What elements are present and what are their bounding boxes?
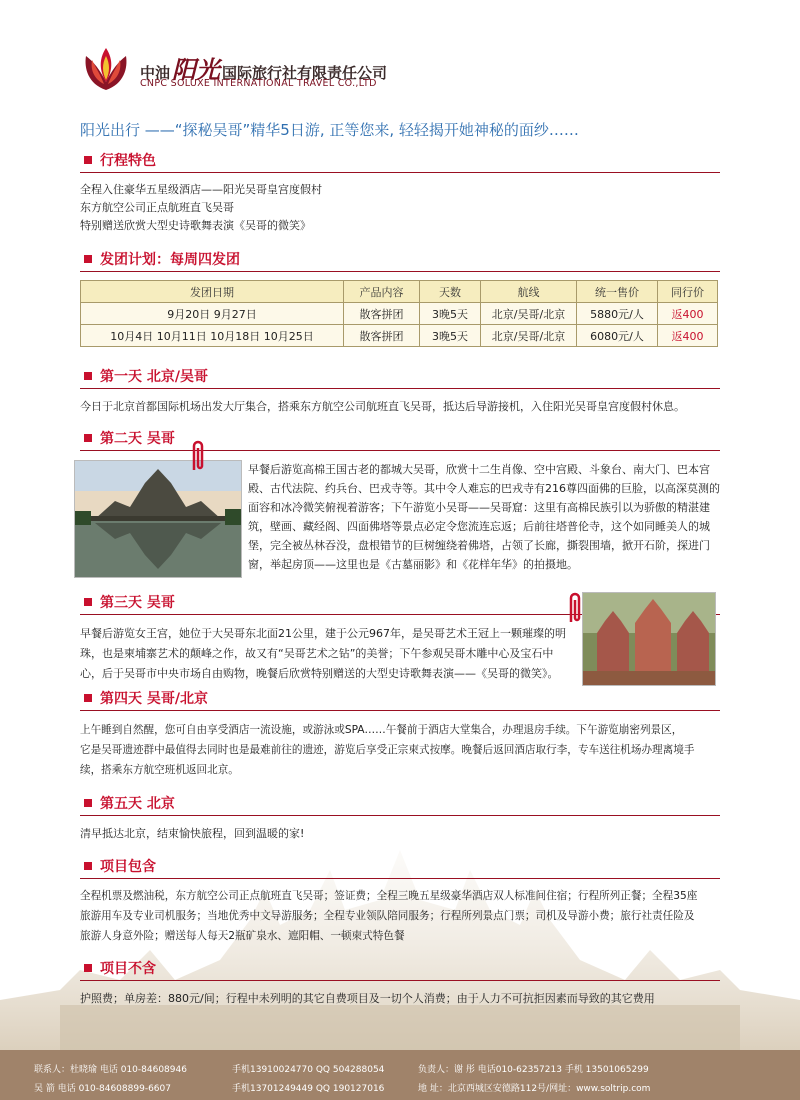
schedule-table <box>80 280 718 347</box>
section-day1: 第一天 北京/吴哥 <box>80 366 720 389</box>
day4-text: 上午睡到自然醒，您可自由享受酒店一流设施，或游泳或SPA……午餐前于酒店大堂集合，办理退房手续。下午游览崩密列景区， 它是吴哥遗迹群中最值得去同时也是最难前往的遗迹，游览后享受正宗柬式按摩。晚餐后返回酒店取行李，专车送往机场办理离境手 续，搭乘东方航空班机返回北京。 <box>80 724 695 776</box>
features-text: 全程入住豪华五星级酒店——阳光吴哥皇宫度假村 东方航空公司正点航班直飞吴哥 特别赠送欣赏大型史诗歌舞表演《吴哥的微笑》 <box>80 183 322 232</box>
section-day4: 第四天 吴哥/北京 <box>80 688 720 711</box>
bullet-square-icon <box>84 598 92 606</box>
section-day2: 第二天 吴哥 <box>80 428 720 451</box>
bullet-square-icon <box>84 156 92 164</box>
banteay-srei-photo <box>582 592 716 686</box>
day3-text: 早餐后游览女王宫，她位于大吴哥东北面21公里，建于公元967年，是吴哥艺术王冠上一颗璀璨的明 珠，也是柬埔寨艺术的颠峰之作，故又有“吴哥艺术之钻”的美誉；下午参观吴哥木雕中心及宝石中 心，后于吴哥市中央市场自由购物，晚餐后欣赏特别赠送的大型史诗歌舞表演——《吴哥的微笑》。 <box>80 627 566 680</box>
company-name: 中油阳光 国际旅行社有限责任公司 <box>140 55 388 84</box>
table-row: 10月4日 10月11日 10月18日 10月25日 散客拼团 3晚5天 北京/吴哥/北京 6080元/人 返400 <box>81 325 718 347</box>
section-schedule: 发团计划：每周四发团 <box>80 249 720 272</box>
section-excluded: 项目不含 <box>80 958 720 981</box>
section-features: 行程特色 <box>80 150 720 173</box>
section-day3: 第三天 吴哥 <box>80 592 720 615</box>
bullet-square-icon <box>84 862 92 870</box>
paperclip-icon <box>188 438 208 474</box>
table-header-row: 发团日期 产品内容 天数 航线 统一售价 同行价 <box>81 281 718 303</box>
bullet-square-icon <box>84 255 92 263</box>
excluded-text: 护照费；单房差：880元/间；行程中未列明的其它自费项目及一切个人消费；由于人力不可抗拒因素而导致的其它费用 <box>80 992 655 1005</box>
bullet-square-icon <box>84 799 92 807</box>
lotus-logo-icon <box>80 44 132 92</box>
included-text: 全程机票及燃油税，东方航空公司正点航班直飞吴哥；签证费；全程三晚五星级豪华酒店双人标准间住宿；行程所列正餐；全程35座 旅游用车及专业司机服务；当地优秀中文导游服务；全程专业领队陪同服务；行程所列景点门票；司机及导游小费；旅行社责任险及 旅游人身意外险；赠送每人每天2瓶矿泉水、遮阳帽、一顿柬式特色餐 <box>80 890 698 942</box>
bullet-square-icon <box>84 434 92 442</box>
contact-footer: 联系人：杜晓瑜 电话 010-84608946 手机13910024770 QQ 504288054 负责人：谢 彤 电话010-62357213 手机 13501065299 吴 箭 电话 010-84608899-6607 手机13701249449 QQ 190127016 地 址：北京西城区安德路112号/网址：www.soltrip.com <box>0 1050 800 1100</box>
paperclip-icon <box>565 590 585 626</box>
table-row: 9月20日 9月27日 散客拼团 3晚5天 北京/吴哥/北京 5880元/人 返400 <box>81 303 718 325</box>
day1-text: 今日于北京首都国际机场出发大厅集合，搭乘东方航空公司航班直飞吴哥，抵达后导游接机，入住阳光吴哥皇宫度假村休息。 <box>80 400 685 413</box>
day2-text: 早餐后游览高棉王国古老的都城大吴哥，欣赏十二生肖像、空中宫殿、斗象台、南大门、巴本宫 殿、古代法院、约兵台、巴戎寺等。其中令人难忘的巴戎寺有216尊四面佛的巨脸，以高深莫测的 面容和冰冷微笑俯视着游客；下午游览小吴哥——吴哥窟：这里有高棉民族引以为骄傲的精湛建 筑，壁画、藏经阁、四面佛塔等景点必定令您流连忘返；后前往塔普伦寺，这个如同睡美人的城 堡，完全被丛林吞没，盘根错节的巨树缠绕着佛塔，占领了长廊，撕裂围墙，掀开石阶，探进门 窗，举起房顶——这里也是《古墓丽影》和《花样年华》的拍摄地。 <box>248 463 720 571</box>
bullet-square-icon <box>84 964 92 972</box>
slogan: 阳光出行 ——“探秘吴哥”精华5日游, 正等您来, 轻轻揭开她神秘的面纱…… <box>80 121 579 139</box>
bullet-square-icon <box>84 694 92 702</box>
angkor-wat-photo <box>74 460 242 578</box>
section-included: 项目包含 <box>80 856 720 879</box>
section-day5: 第五天 北京 <box>80 793 720 816</box>
company-name-en: CNPC SOLUXE INTERNATIONAL TRAVEL CO.,LTD <box>140 78 377 89</box>
day5-text: 清早抵达北京，结束愉快旅程，回到温暖的家! <box>80 827 305 840</box>
bullet-square-icon <box>84 372 92 380</box>
